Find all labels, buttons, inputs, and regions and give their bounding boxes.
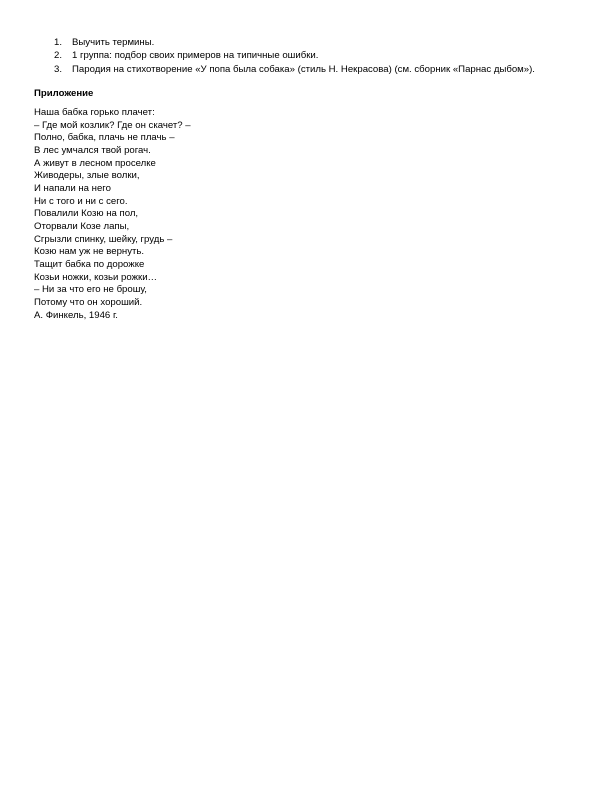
task-list — [34, 36, 535, 76]
appendix-title: Приложение — [34, 88, 94, 99]
poem-line: – Где мой козлик? Где он скачет? – — [34, 119, 191, 131]
poem-line: Наша бабка горько плачет: — [34, 107, 155, 118]
poem — [34, 107, 191, 322]
poem-line: Сгрызли спинку, шейку, грудь – — [34, 233, 173, 245]
task-item-1 — [34, 36, 535, 49]
poem-line: И напали на него — [34, 182, 111, 194]
poem-line: Тащит бабка по дорожке — [34, 258, 145, 270]
poem-line: – Ни за что его не брошу, — [34, 284, 147, 296]
poem-line: Потому что он хороший. — [34, 296, 143, 308]
poem-line: Козьи ножки, козьи рожки… — [34, 271, 158, 283]
task-number: 2. — [54, 50, 63, 62]
task-item-2 — [34, 49, 535, 62]
task-number: 1. — [54, 37, 63, 48]
poem-line: В лес умчался твой рогач. — [34, 144, 151, 156]
poem-line: Повалили Козю на пол, — [34, 208, 139, 220]
task-number: 3. — [54, 63, 63, 75]
poem-line: Оторвали Козе лапы, — [34, 220, 130, 232]
task-item-3 — [34, 63, 535, 76]
task-text: Пародия на стихотворение «У попа была собака» (стиль Н. Некрасова) (см. сборник «Парнас дыбом»). — [72, 63, 535, 75]
poem-line: Ни с того и ни с сего. — [34, 195, 128, 207]
poem-line: А живут в лесном проселке — [34, 157, 156, 169]
task-text: Выучить термины. — [72, 37, 155, 48]
poem-line: Живодеры, злые волки, — [34, 170, 140, 182]
task-text: 1 группа: подбор своих примеров на типичные ошибки. — [72, 50, 319, 62]
poem-line: Козю нам уж не вернуть. — [34, 246, 145, 258]
poem-line: Полно, бабка, плачь не плачь – — [34, 132, 175, 144]
poem-author: А. Финкель, 1946 г. — [34, 309, 118, 321]
